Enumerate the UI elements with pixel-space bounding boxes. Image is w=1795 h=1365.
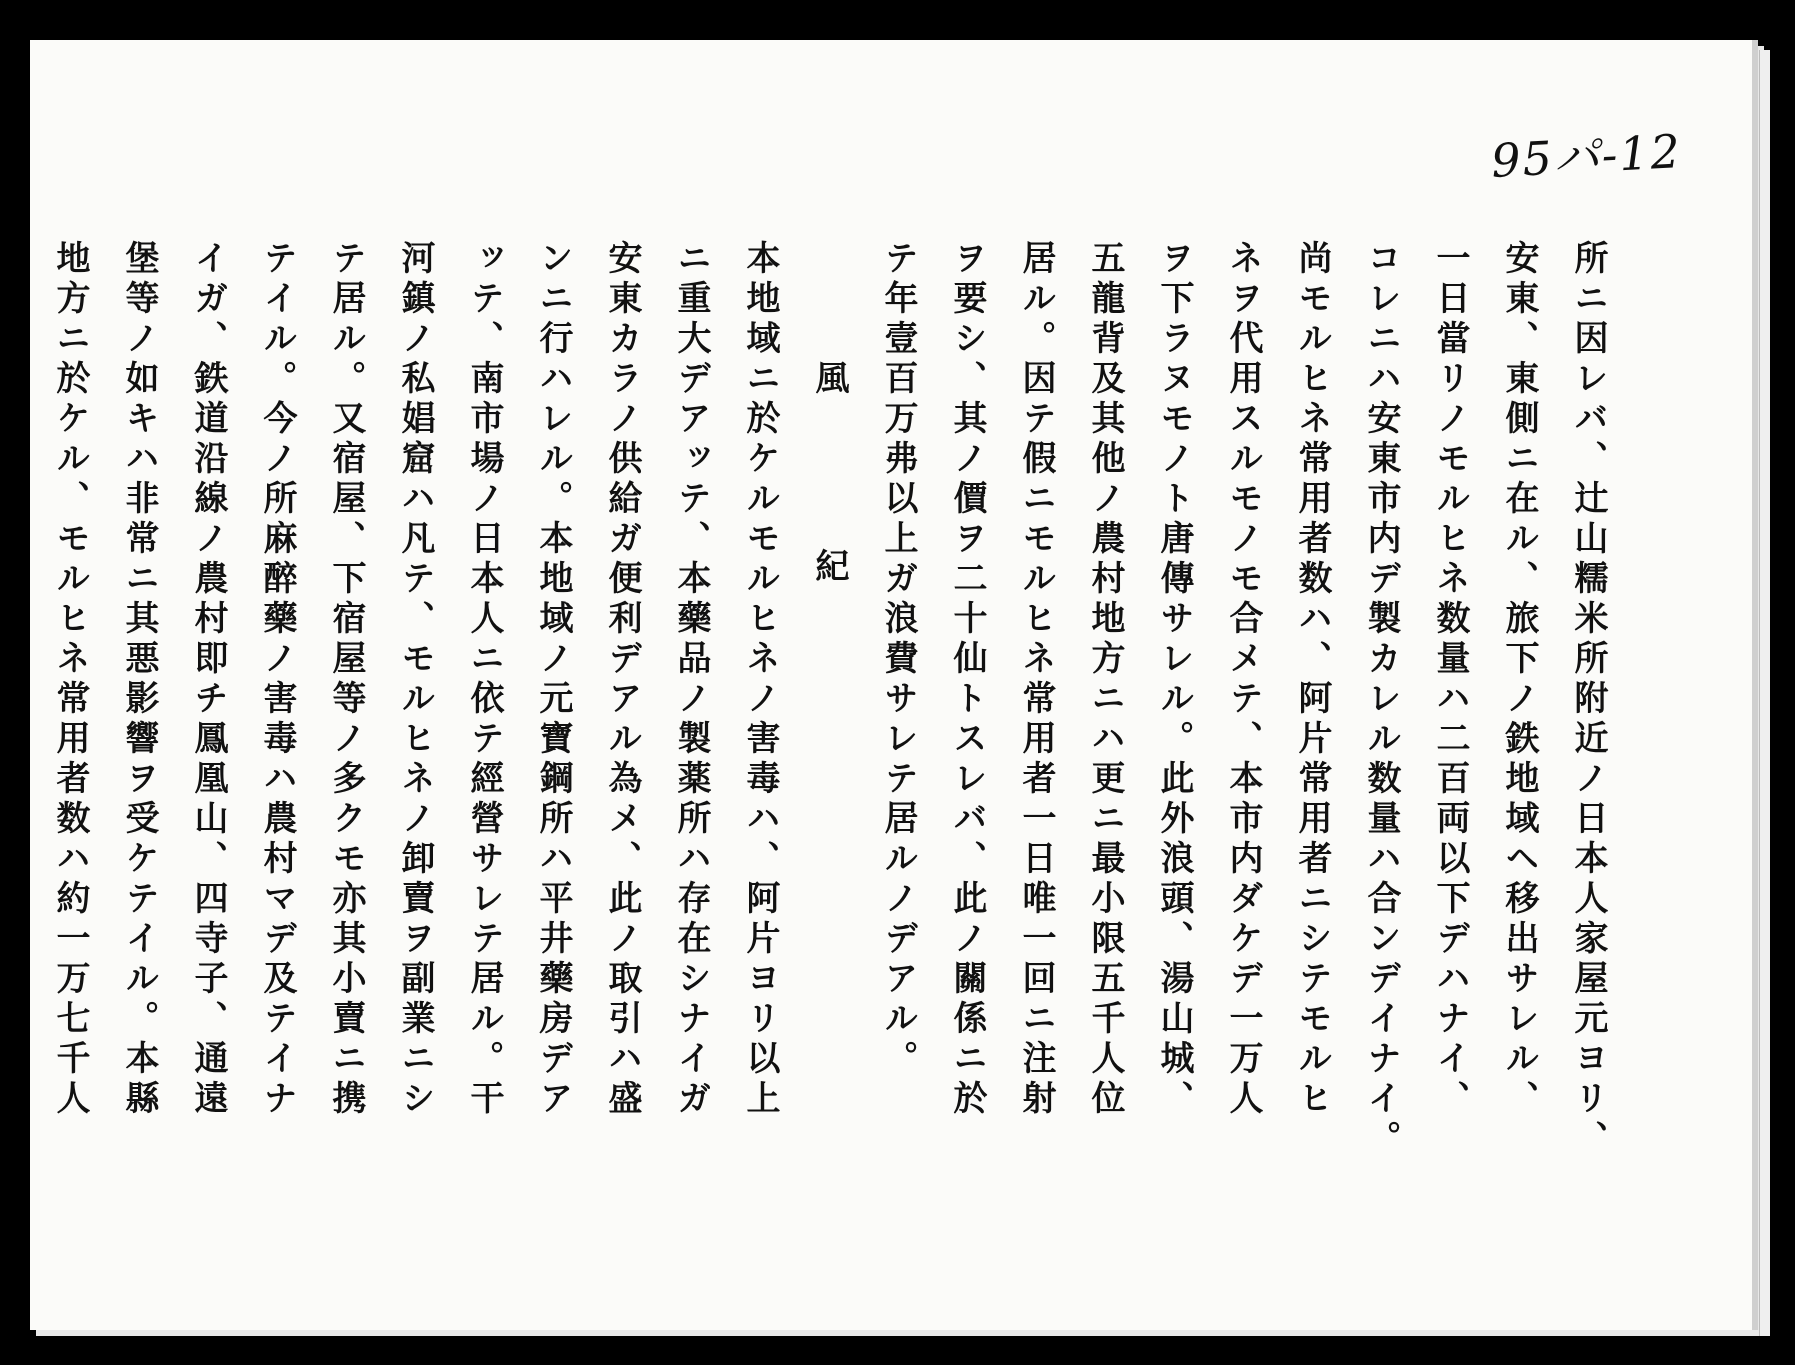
- text-column: イガ、鉄道沿線ノ農村即チ鳳凰山、四寺子、通遠: [188, 240, 228, 1120]
- document-page: [30, 40, 1758, 1330]
- text-column: テ年壹百万弗以上ガ浪費サレテ居ルノデアル。: [878, 240, 918, 1080]
- text-column: テ居ル。又宿屋、下宿屋等ノ多クモ亦其小賣ニ携: [326, 240, 366, 1120]
- handwritten-reference-number: 95パ-12: [1490, 124, 1684, 188]
- text-column: 堡等ノ如キハ非常ニ其悪影響ヲ受ケテイル。本縣: [119, 240, 159, 1120]
- text-column: ヲ下ラヌモノト唐傳サレル。此外浪頭、湯山城、: [1154, 240, 1194, 1120]
- text-column: ネヲ代用スルモノモ合メテ、本市内ダケデ一万人: [1223, 240, 1263, 1120]
- text-column: 本地域ニ於ケルモルヒネノ害毒ハ、阿片ヨリ以上: [740, 240, 780, 1120]
- text-column: コレニハ安東市内デ製カレル数量ハ合ンデイナイ。: [1361, 240, 1401, 1160]
- text-column: 安東、東側ニ在ル、旅下ノ鉄地域ヘ移出サレル、: [1499, 240, 1539, 1120]
- text-column: 居ル。因テ假ニモルヒネ常用者一日唯一回ニ注射: [1016, 240, 1056, 1120]
- text-column: 所ニ因レバ、辻山糯米所附近ノ日本人家屋元ヨリ、: [1568, 240, 1608, 1160]
- text-column: ヲ要シ、其ノ價ヲ二十仙トスレバ、此ノ關係ニ於: [947, 240, 987, 1120]
- text-column: 地方ニ於ケル、モルヒネ常用者数ハ約一万七千人: [50, 240, 90, 1120]
- text-column: 安東カラノ供給ガ便利デアル為メ、此ノ取引ハ盛: [602, 240, 642, 1120]
- text-column: ニ重大デアッテ、本藥品ノ製薬所ハ存在シナイガ: [671, 240, 711, 1120]
- text-column: ッテ、南市場ノ日本人ニ依テ經營サレテ居ル。干: [464, 240, 504, 1120]
- section-heading: 風 紀: [809, 360, 849, 642]
- text-column: テイル。今ノ所麻醉藥ノ害毒ハ農村マデ及テイナ: [257, 240, 297, 1120]
- text-column: 五龍背及其他ノ農村地方ニハ更ニ最小限五千人位: [1085, 240, 1125, 1120]
- text-column: ンニ行ハレル。本地域ノ元寶鋼所ハ平井藥房デア: [533, 240, 573, 1120]
- text-column: 河鎮ノ私娼窟ハ凡テ、モルヒネノ卸賣ヲ副業ニシ: [395, 240, 435, 1120]
- text-column: 一日當リノモルヒネ数量ハ二百両以下デハナイ、: [1430, 240, 1470, 1120]
- page-edge: [1759, 50, 1770, 1336]
- text-column: 尚モルヒネ常用者数ハ、阿片常用者ニシテモルヒ: [1292, 240, 1332, 1120]
- vertical-text-body: [35, 240, 1622, 1220]
